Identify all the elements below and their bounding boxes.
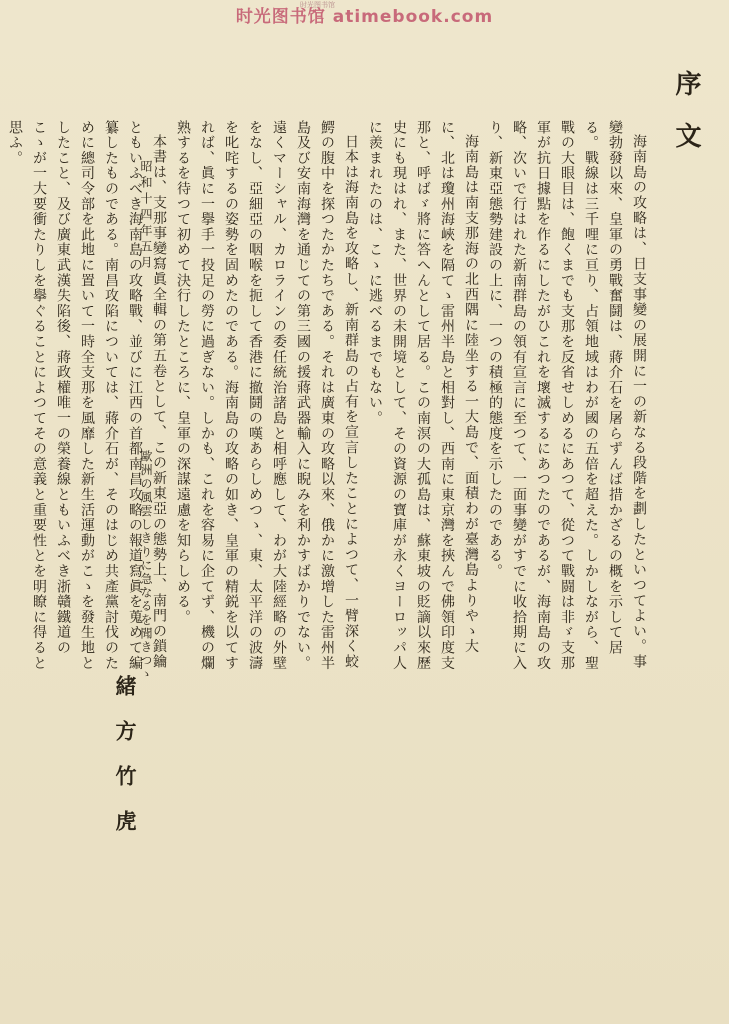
date-line: 昭和十四年五月 <box>139 160 153 272</box>
document-title: 序文 <box>671 70 701 174</box>
paragraph-4: 本書は、支那事變寫眞全輯の第五卷として、この新東亞の態勢上、南門の鎖鑰ともいふべき海南島の攻略戰、並びに江西の首都南昌攻略の報道寫眞を蒐めて編纂したものである。南昌攻陷については、蔣介石が、そのはじめ共產黨討伐のために總司令部を此地に置いて一時全支那を風靡した新生活運動がこゝを發生地としたこと、及び廣東武漢失陷後、蔣政權唯一の榮養線ともいふべき浙贛鐵道のこゝが一大要衝たりしを擧ぐることによつてその意義と重要性とを明瞭に得ると思ふ。 <box>7 120 167 671</box>
watermark-text: 时光图书馆 atimebook.com <box>235 7 494 27</box>
paragraph-2: 海南島は南支那海の北西隅に陸坐する一大島で、面積わが臺灣島よりやゝ大に、北は瓊州海峽を隔てゝ雷州半島と相對し、西南に東京灣を挾んで佛領印度支那と、呼ばゞ將に答へんとして居る。この南溟の大孤島は、蘇東坡の貶謫以來歷史にも現はれ、また、世界の未開境として、その資源の寶庫が永くヨーロッパ人に羨まれたのは、こゝに逃べるまでもない。 <box>367 120 479 671</box>
paragraph-3: 日本は海南島を攻略し、新南群島の占有を宣言したことによつて、一臂深く蛟鰐の腹中を探つたかたちである。それは廣東の攻略以來、俄かに激增した雷州半島及び安南海灣を通じての第三國の援蔣武器輸入に睨みを利かすばかりでない。遠くマーシャル、カロラインの委任統治諸島と相呼應して、わが大陸經略の外壁をなし、亞細亞の咽喉を扼して香港に撤鬪の嘆あらしめつゝ、東、太平洋の波濤を叱咤するの姿勢を固めたのである。海南島の攻略の如き、皇軍の精鋭を以てすれば、眞に一擧手一投足の勞に過ぎない。しかも、これを容易に企てず、機の爛熟するを待つて初めて決行したところに、皇軍の深謀遠慮を知らしめる。 <box>175 120 359 671</box>
paragraph-5 <box>0 120 3 680</box>
epigraph-line: 歐洲の風雲しきりに急なるを聞きつゝ <box>139 450 153 682</box>
author-name: 緒方竹虎 <box>113 675 138 855</box>
paragraph-1: 海南島の攻略は、日支事變の展開に一の新なる段階を劃したといつてよい。事變勃發以來、皇軍の勇戰奮鬪は、蔣介石を屠らずんば措かざるの概を示して居る。戰線は三千哩に亘り、占領地域はわが國の五倍を超えた。しかしながら、聖戰の大眼目は、飽くまでも支那を反省せしめるにあつて、從つて戰闘は非ゞ支那軍が抗日據點を作るにしたがひこれを壞滅するにあつたのであるが、海南島の攻略、次いで行はれた新南群島の領有宣言に至つて、一面事變がすでに收拾期に入り、新東亞態勢建設の上に、一つの積極的態度を示したのである。 <box>487 120 647 671</box>
watermark-small-text: 时光图书馆 <box>300 1 335 9</box>
